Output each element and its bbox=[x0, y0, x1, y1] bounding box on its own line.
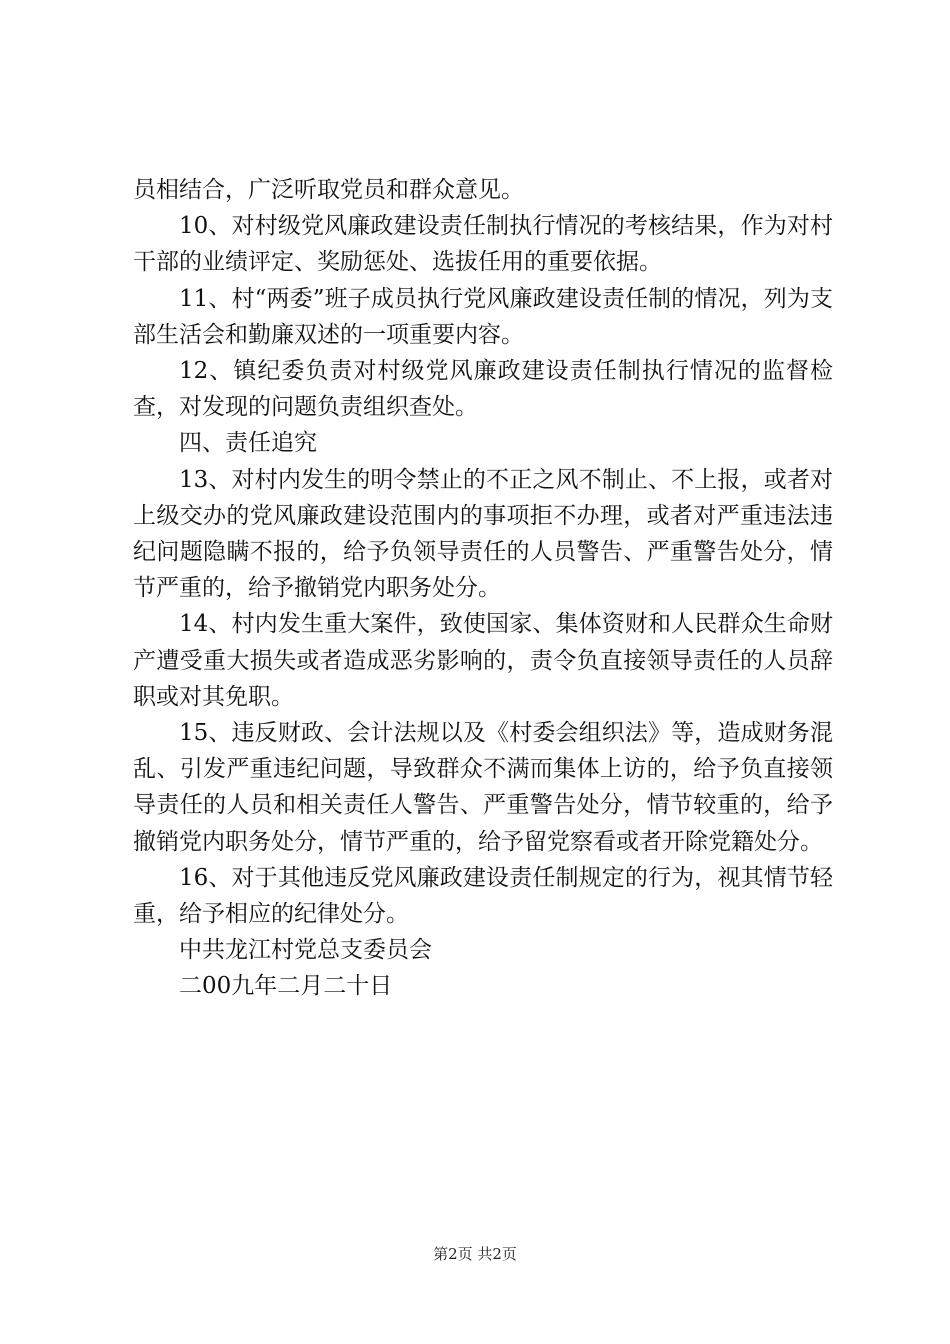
document-body bbox=[133, 172, 833, 1005]
paragraph-continuation: 员相结合，广泛听取党员和群众意见。 bbox=[133, 177, 524, 203]
paragraph-item-16: 16、对于其他违反党风廉政建设责任制规定的行为，视其情节轻重，给予相应的纪律处分。 bbox=[133, 864, 833, 928]
page-number-footer: 第2页 共2页 bbox=[433, 1245, 517, 1263]
paragraph-item-13: 13、对村内发生的明令禁止的不正之风不制止、不上报，或者对上级交办的党风廉政建设范围内的事项拒不办理，或者对严重违法违纪问题隐瞒不报的，给予负领导责任的人员警告、严重警告处分，情节严重的，给予撤销党内职务处分。 bbox=[133, 466, 833, 602]
paragraph-item-15: 15、违反财政、会计法规以及《村委会组织法》等，造成财务混乱、引发严重违纪问题，导致群众不满而集体上访的，给予负直接领导责任的人员和相关责任人警告、严重警告处分，情节较重的，给予撤销党内职务处分，情节严重的，给予留党察看或者开除党籍处分。 bbox=[133, 720, 833, 855]
paragraph-item-14: 14、村内发生重大案件，致使国家、集体资财和人民群众生命财产遭受重大损失或者造成恶劣影响的，责令负直接领导责任的人员辞职或对其免职。 bbox=[133, 611, 833, 710]
paragraph-item-12: 12、镇纪委负责对村级党风廉政建设责任制执行情况的监督检查，对发现的问题负责组织查处。 bbox=[133, 358, 833, 421]
signature-organization: 中共龙江村党总支委员会 bbox=[179, 937, 432, 964]
signature-date: 二00九年二月二十日 bbox=[179, 973, 393, 1000]
section-heading-accountability: 四、责任追究 bbox=[179, 430, 317, 457]
paragraph-item-10: 10、对村级党风廉政建设责任制执行情况的考核结果，作为对村干部的业绩评定、奖励惩处、选拔任用的重要依据。 bbox=[133, 213, 833, 276]
paragraph-item-11: 11、村“两委”班子成员执行党风廉政建设责任制的情况，列为支部生活会和勤廉双述的一项重要内容。 bbox=[133, 285, 833, 348]
